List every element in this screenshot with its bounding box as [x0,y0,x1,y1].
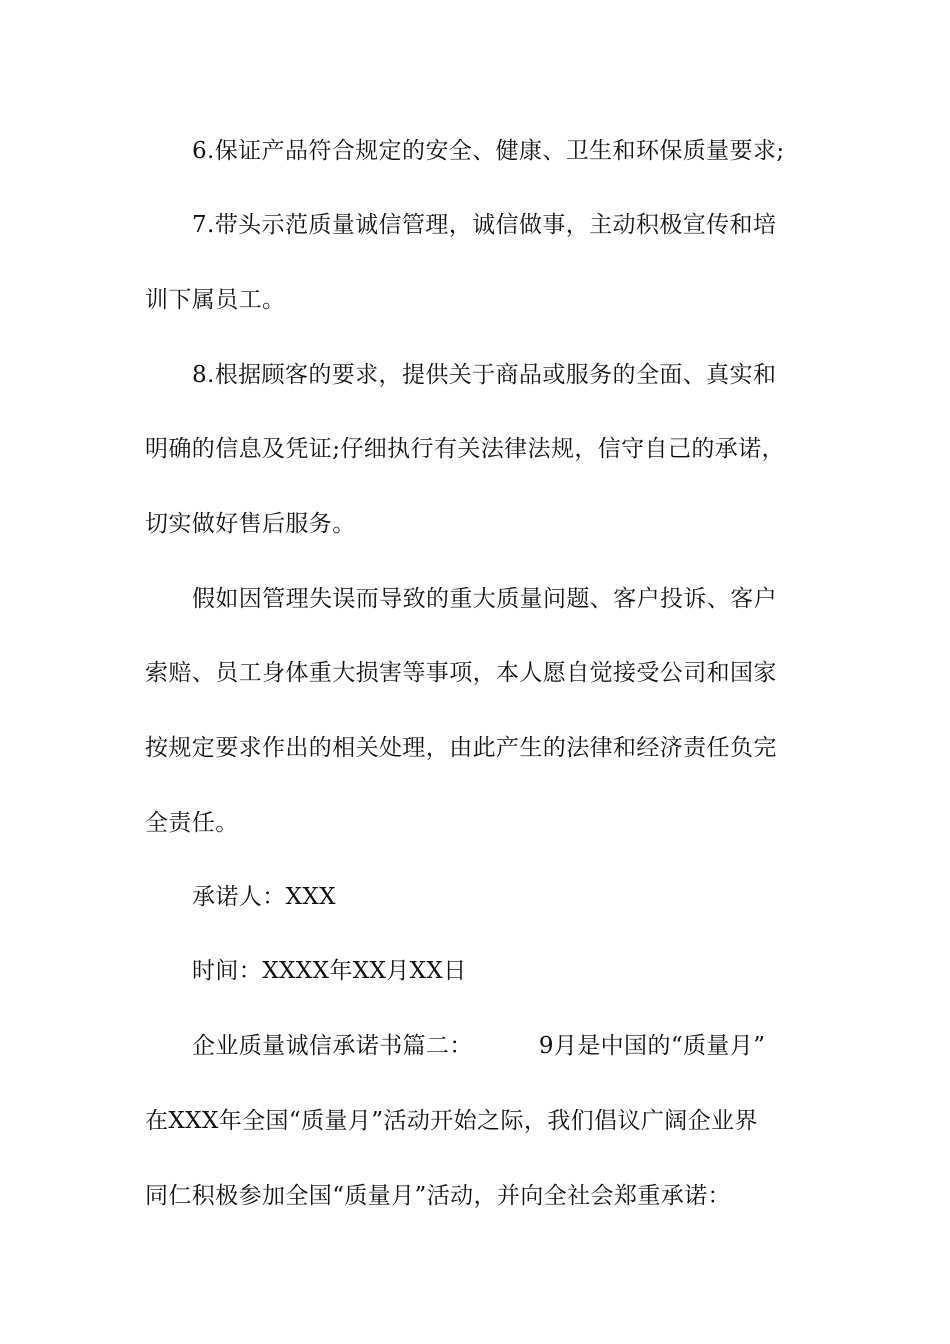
paragraph-item-8-line-2: 明确的信息及凭证;仔细执行有关法律法规，信守自己的承诺， [145,436,785,462]
signatory-line: 承诺人：XXX [192,884,336,910]
paragraph-item-7-line-1: 7.带头示范质量诚信管理，诚信做事，主动积极宣传和培 [192,212,777,238]
section-two-line-3: 同仁积极参加全国“质量月”活动，并向全社会郑重承诺： [145,1183,731,1209]
section-two-line-2: 在XXX年全国“质量月”活动开始之际，我们倡议广阔企业界 [145,1108,758,1134]
paragraph-liability-line-3: 按规定要求作出的相关处理，由此产生的法律和经济责任负完 [145,735,777,761]
paragraph-item-6: 6.保证产品符合规定的安全、健康、卫生和环保质量要求; [192,138,785,164]
section-lead: 9月是中国的“质量月” [538,1033,766,1059]
section-two-intro-line [192,1031,765,1061]
paragraph-liability-line-4: 全责任。 [145,810,239,836]
paragraph-item-8-line-3: 切实做好售后服务。 [145,511,356,537]
section-heading: 企业质量诚信承诺书篇二： [192,1033,473,1059]
paragraph-liability-line-2: 索赔、员工身体重大损害等事项，本人愿自觉接受公司和国家 [145,660,777,686]
paragraph-item-7-line-2: 训下属员工。 [145,287,286,313]
date-line: 时间：XXXX年XX月XX日 [192,958,467,984]
paragraph-liability-line-1: 假如因管理失误而导致的重大质量问题、客户投诉、客户 [192,586,777,612]
paragraph-item-8-line-1: 8.根据顾客的要求，提供关于商品或服务的全面、真实和 [192,362,777,388]
